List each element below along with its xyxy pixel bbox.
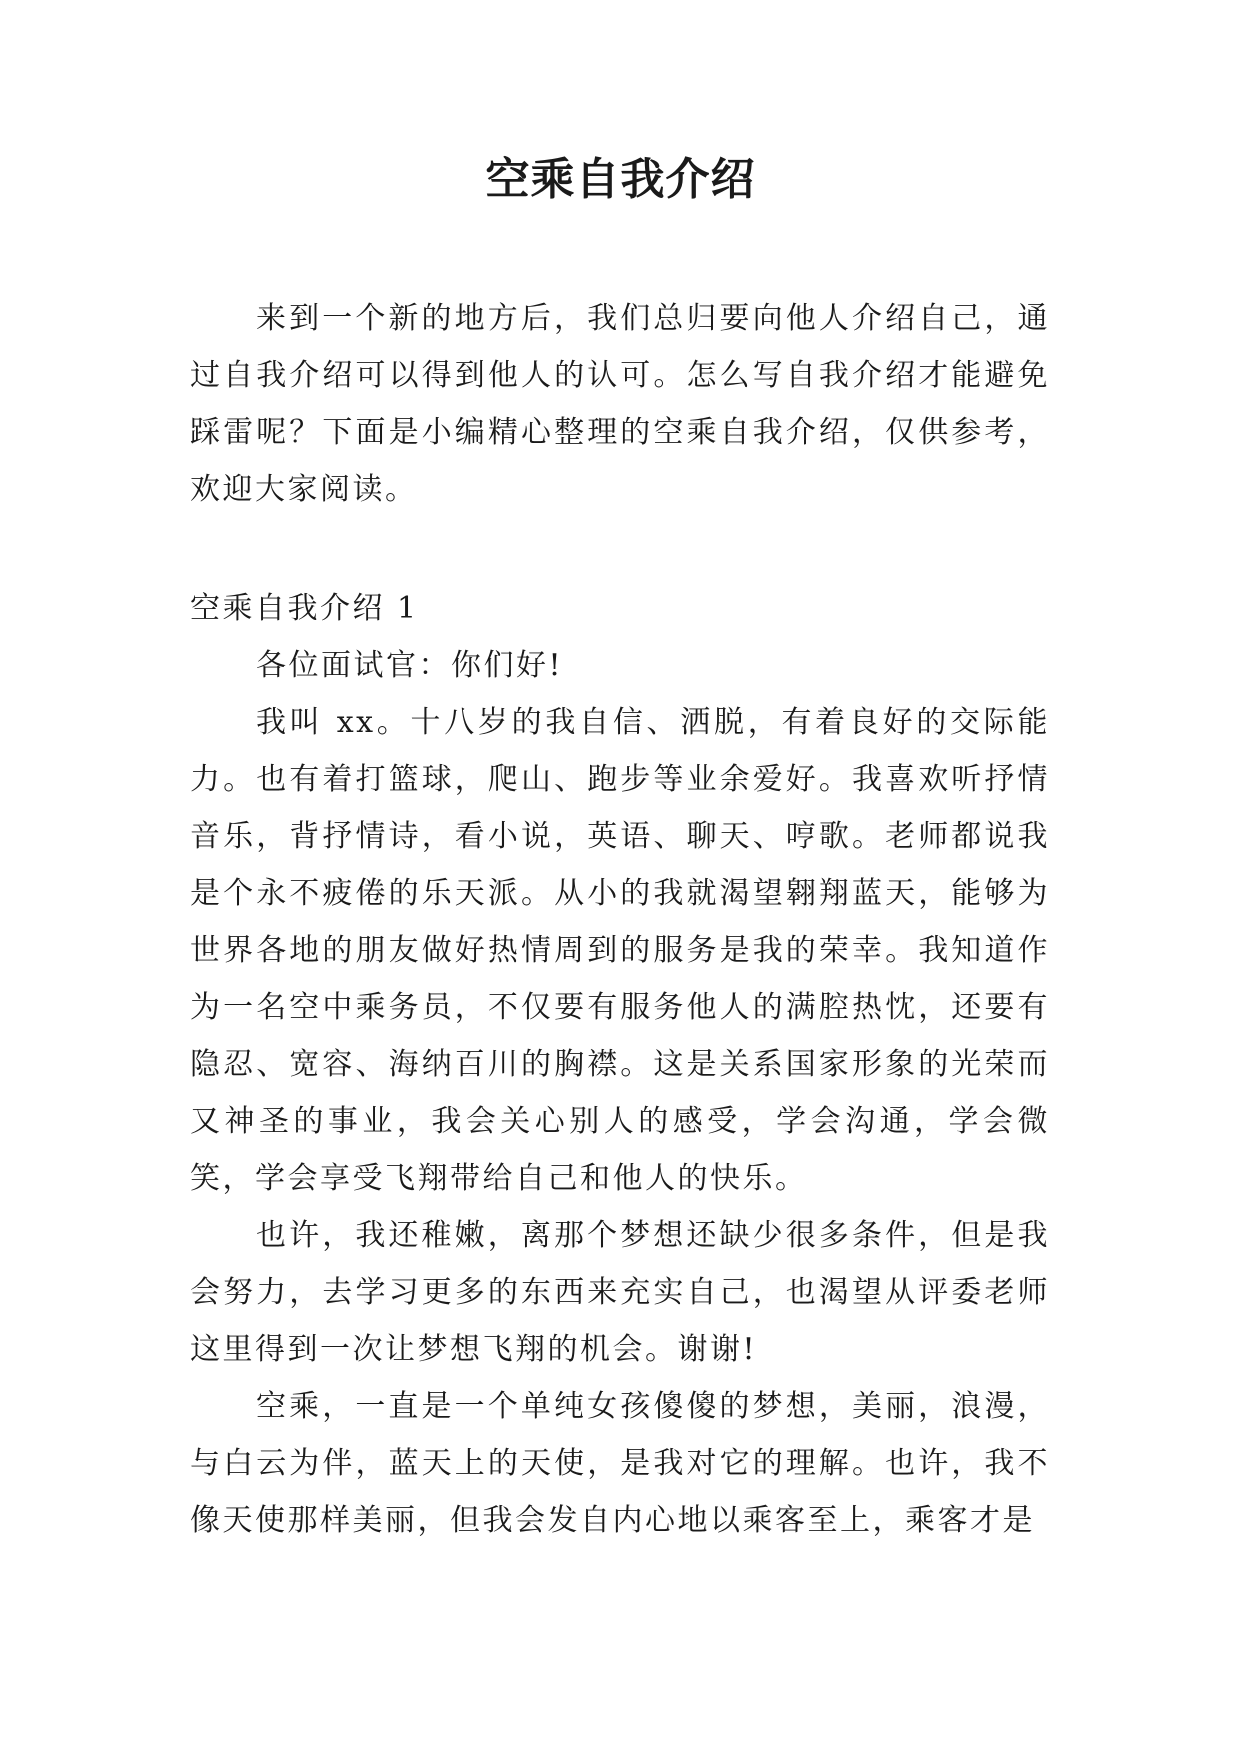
body-paragraph-2: 也许，我还稚嫩，离那个梦想还缺少很多条件，但是我会努力，去学习更多的东西来充实自己，也渴望从评委老师这里得到一次让梦想飞翔的机会。谢谢! [190,1218,1050,1367]
intro-paragraph: 来到一个新的地方后，我们总归要向他人介绍自己，通过自我介绍可以得到他人的认可。怎么写自我介绍才能避免踩雷呢？下面是小编精心整理的空乘自我介绍，仅供参考，欢迎大家阅读。 [190,301,1050,507]
greeting-line: 各位面试官：你们好! [256,648,564,683]
body-paragraph-3: 空乘，一直是一个单纯女孩傻傻的梦想，美丽，浪漫，与白云为伴，蓝天上的天使，是我对它的理解。也许，我不像天使那样美丽，但我会发自内心地以乘客至上，乘客才是 [190,1389,1050,1538]
body-paragraph-1: 我叫 xx。十八岁的我自信、洒脱，有着良好的交际能力。也有着打篮球，爬山、跑步等业余爱好。我喜欢听抒情音乐，背抒情诗，看小说，英语、聊天、哼歌。老师都说我是个永不疲倦的乐天派。从小的我就渴望翱翔蓝天，能够为世界各地的朋友做好热情周到的服务是我的荣幸。我知道作为一名空中乘务员，不仅要有服务他人的满腔热忱，还要有隐忍、宽容、海纳百川的胸襟。这是关系国家形象的光荣而又神圣的事业，我会关心别人的感受，学会沟通，学会微笑，学会享受飞翔带给自己和他人的快乐。 [190,705,1050,1196]
document-title: 空乘自我介绍 [485,154,756,205]
section-heading: 空乘自我介绍 1 [190,591,419,626]
